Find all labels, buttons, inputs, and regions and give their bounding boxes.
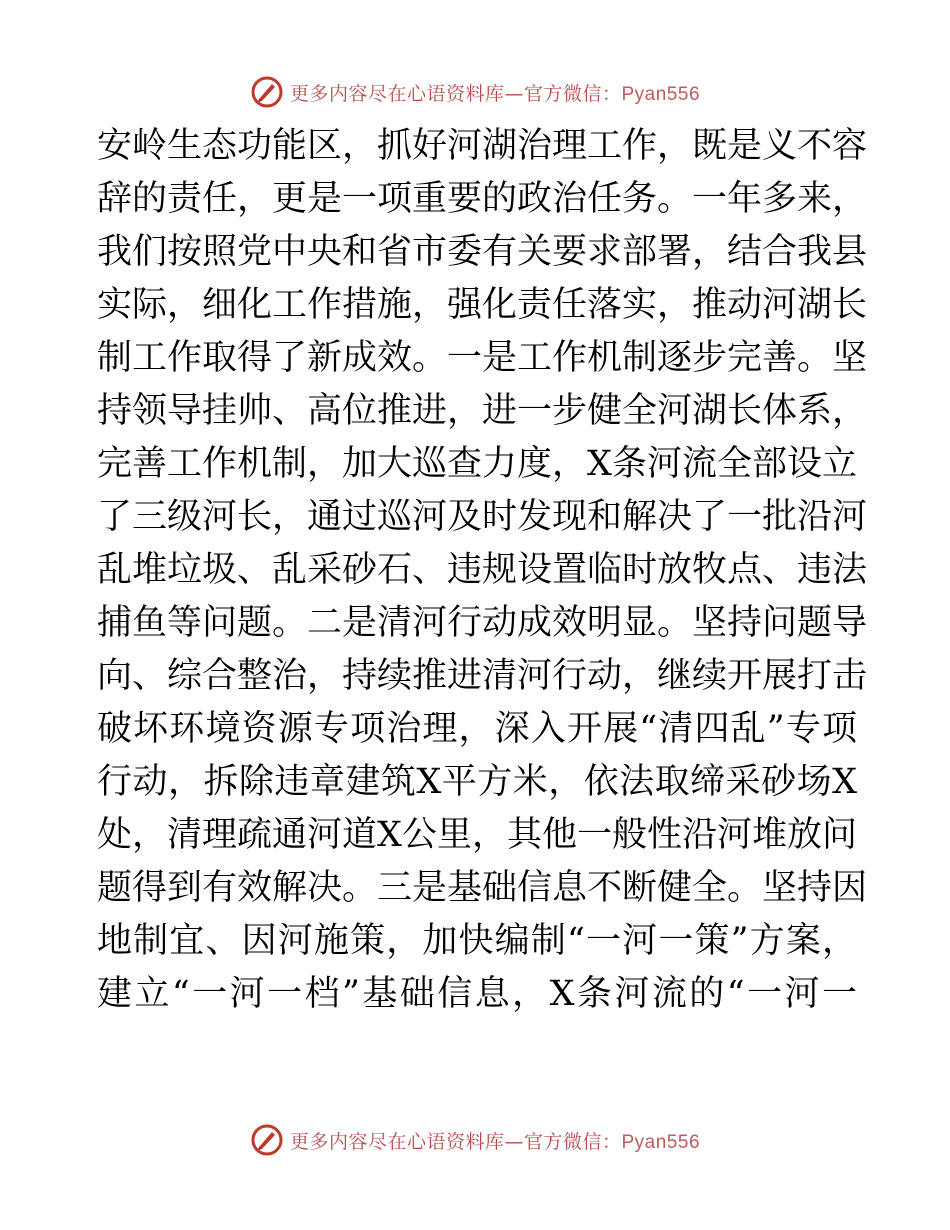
body-line: 完善工作机制，加大巡查力度，X条河流全部设立 bbox=[97, 444, 857, 484]
body-line: 辞的责任，更是一项重要的政治任务。一年多来， bbox=[97, 179, 868, 219]
quill-logo-icon bbox=[250, 1123, 284, 1157]
header-banner-text bbox=[290, 79, 700, 106]
quill-logo-icon bbox=[250, 75, 284, 109]
body-line: 向、综合整治，持续推进清河行动，继续开展打击 bbox=[97, 656, 868, 696]
body-line: 了三级河长，通过巡河及时发现和解决了一批沿河 bbox=[97, 497, 868, 537]
body-line: 乱堆垃圾、乱采砂石、违规设置临时放牧点、违法 bbox=[97, 550, 868, 590]
body-line: 实际，细化工作措施，强化责任落实，推动河湖长 bbox=[97, 285, 868, 325]
body-line: 持领导挂帅、高位推进，进一步健全河湖长体系， bbox=[97, 391, 868, 431]
header-banner-cn: 更多内容尽在心语资料库—官方微信： bbox=[289, 82, 622, 105]
document-body bbox=[97, 120, 868, 1021]
body-line: 题得到有效解决。三是基础信息不断健全。坚持因 bbox=[97, 868, 868, 908]
body-line: 捕鱼等问题。二是清河行动成效明显。坚持问题导 bbox=[97, 603, 868, 643]
header-banner-id: Pyan556 bbox=[621, 83, 701, 105]
footer-banner bbox=[0, 1120, 950, 1160]
body-line: 制工作取得了新成效。一是工作机制逐步完善。坚 bbox=[97, 338, 868, 378]
body-line: 处，清理疏通河道X公里，其他一般性沿河堆放问 bbox=[97, 815, 857, 855]
body-line: 行动，拆除违章建筑X平方米，依法取缔采砂场X bbox=[97, 762, 857, 802]
body-line: 我们按照党中央和省市委有关要求部署，结合我县 bbox=[97, 232, 868, 272]
footer-banner-text bbox=[290, 1127, 700, 1154]
body-line: 建立“一河一档”基础信息，X条河流的“一河一 bbox=[97, 974, 857, 1014]
footer-banner-cn: 更多内容尽在心语资料库—官方微信： bbox=[289, 1130, 622, 1153]
body-line: 安岭生态功能区，抓好河湖治理工作，既是义不容 bbox=[97, 126, 868, 166]
header-banner bbox=[0, 72, 950, 112]
footer-banner-id: Pyan556 bbox=[621, 1131, 701, 1153]
body-line: 地制宜、因河施策，加快编制“一河一策”方案， bbox=[97, 921, 857, 961]
body-line: 破坏环境资源专项治理，深入开展“清四乱”专项 bbox=[97, 709, 857, 749]
